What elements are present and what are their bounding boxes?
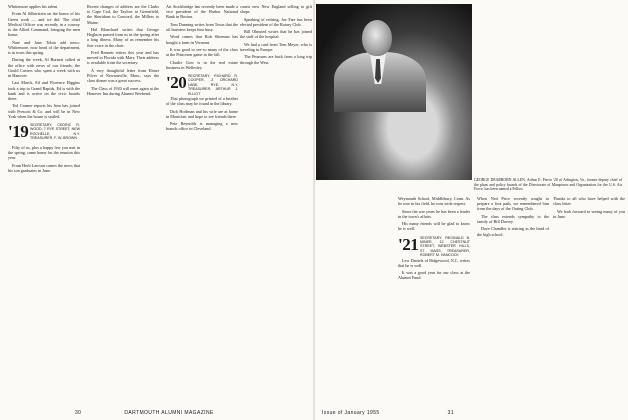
class-year: '20 — [166, 72, 187, 92]
right-column-3 — [553, 196, 625, 221]
portrait-photo — [316, 4, 472, 180]
left-column-3 — [166, 4, 238, 134]
paragraph: courts new New England selling to gift shops. — [240, 4, 312, 15]
page-number: 30 — [75, 409, 82, 416]
left-column-4 — [240, 4, 312, 67]
class-year: '21 — [398, 234, 419, 254]
paragraph: Whittemore applies his talent — [8, 4, 58, 9]
class-officers: SECRETARY, REGINALD B. MINER, 12 CHESTNUT STREET, WEBSTER HILLS, ST. MASS. TREASURER, ROBERT M. HANCOCK — [420, 235, 470, 258]
paragraph: We had a card from Tom Meyer, who is traveling in Europe. — [240, 41, 312, 52]
paragraph: We look forward to seeing many of you in June. — [553, 208, 625, 219]
spread-gutter — [313, 0, 315, 420]
class-heading-1921 — [398, 234, 470, 258]
class-heading-1919 — [8, 122, 80, 142]
paragraph: Dick Hoffman and his wife are at home in Montclair and hope to see friends there. — [166, 108, 238, 119]
photo-caption: GEORGE DEARBORN ALLEN, Arthur E. Pierce '20 of Arlington, Va., former deputy chief of the plans and policy branch of the Directorate of Manpower and Organization for the U.S. Air Force, has been named a Fellow. — [474, 178, 622, 192]
paragraph: A very thoughtful letter from Elmer Pilver of Newtonville, Mass., says the class dinner was a great success. — [87, 67, 159, 84]
paragraph: That photograph we printed of a brother of the class may be found in the library. — [166, 95, 238, 107]
paragraph: Word comes that Bob Sherman has bought a farm in Vermont. — [166, 34, 238, 45]
paragraph: It was good to see so many of the class at the Princeton game in the fall. — [166, 46, 238, 58]
paragraph: It was a good year for our class at the Alumni Fund. — [398, 270, 470, 281]
issue-date: Issue of January 1955 — [322, 409, 380, 416]
paragraph: The Class of 1920 will meet again at the Hanover Inn during Alumni Weekend. — [87, 85, 159, 96]
paragraph: Bill Olmsted writes that he has joined the staff of the hospital. — [240, 29, 312, 40]
paragraph: Hal Blanchard writes that George Hoghton passed from us in the spring after a long illness. Many of us remember his fine voice in the choir. — [87, 27, 159, 48]
paragraph: The class extends sympathy to the family of Bill Dorsey. — [477, 213, 549, 224]
paragraph: Fifty of us, plus a happy few you met in the spring, came home for the reunion this year. — [8, 145, 80, 161]
paragraph: Fred Bennett retires this year and has moved to Florida with Mary. Their address is available from the secretary. — [87, 50, 159, 66]
paragraph: Recent changes of address are the Clarks to Cape Cod, the Taylors to Greenfield, the Sheridans to Concord, the Millers to Maine. — [87, 4, 159, 25]
paragraph: When Ned Price recently sought to prepare a foot path, we remembered him from the days of the Outing Club. — [477, 196, 549, 212]
paragraph: Nate and Jane Tobin add news: Whittemore, now head of the department, is in town this spring. — [8, 39, 80, 55]
paragraph: Pete Reynolds is managing a new branch office in Cleveland. — [166, 121, 238, 132]
paragraph: Charlie Gow is in the real estate business in Wellesley. — [166, 59, 238, 70]
paragraph: From Al Silberstein on the honor of his Green work — and we did. The chief Medical Officer was recently in a convoy to the Allied Command, bringing the men home. — [8, 11, 80, 38]
left-column-1 — [8, 4, 80, 175]
paragraph: Art Stockbridge has recently been made a vice president of the Harbor National Bank in Boston. — [166, 4, 238, 20]
paragraph: From Herb Lawson comes the news that his son graduates in June. — [8, 162, 80, 173]
paragraph: His many friends will be glad to know he is well. — [398, 221, 470, 232]
paragraph: Speaking of retiring, Joe Farr has been elected president of the Rotary Club. — [240, 16, 312, 27]
paragraph: Since the war years he has been a leader in the town's affairs. — [398, 208, 470, 219]
right-column-2 — [477, 196, 549, 239]
left-column-2 — [87, 4, 159, 98]
page-footer-right — [322, 411, 454, 416]
photo-subject-head — [362, 20, 392, 56]
page-number: 31 — [447, 409, 454, 416]
paragraph: Last March, Ed and Florence Higgins took a trip to Grand Rapids. Ed is with the bank and is active on the civic boards there. — [8, 80, 80, 101]
paragraph: Lew Daniels of Ridgewood, N.J., writes that he is well. — [398, 257, 470, 268]
paragraph: The Pearsons are back from a long trip through the West. — [240, 54, 312, 65]
class-year: '19 — [8, 122, 29, 141]
magazine-title: DARTMOUTH ALUMNI MAGAZINE — [124, 409, 214, 416]
paragraph: Thanks to all who have helped with the class letter. — [553, 196, 625, 207]
paragraph: Tom Dunning writes from Texas that the oil business keeps him busy. — [166, 21, 238, 32]
paragraph: During the week, Al Burnett called at the office with news of our friends, the Gould Custers who spent a week with us in Hanover. — [8, 57, 80, 78]
paragraph: Dave Chandler is retiring as the head of the high school. — [477, 226, 549, 237]
paragraph: Weymouth School, Middlebury, Conn. As he rose in his field, he won wide respect. — [398, 196, 470, 207]
page-number-left — [75, 411, 214, 416]
right-column-1 — [398, 196, 470, 283]
class-officers: SECRETARY, RICHARD R. COOPER, 2 ORCHARD LANE, RYE, N.Y. TREASURER, ARTHUR J. ELLIOT — [188, 73, 238, 96]
class-heading-1920 — [166, 72, 238, 96]
paragraph: Ted Cramer reports his firm has joined with Prescott & Co. and will be in New York when the house is settled. — [8, 103, 80, 119]
class-officers: SECRETARY, CEDRIC R. WOOD, 7 RYE STREET, NEW ROCHELLE, N.Y. TREASURER, F. W. BROWN — [30, 123, 80, 141]
